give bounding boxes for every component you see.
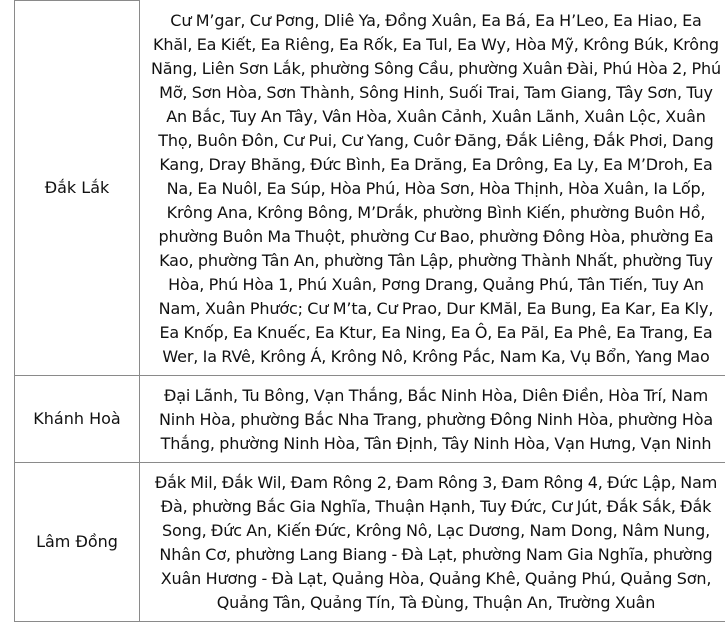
table-row-lam-dong bbox=[15, 462, 725, 621]
document-page bbox=[14, 0, 711, 622]
province-name: Khánh Hoà bbox=[15, 375, 140, 462]
commune-list: Đại Lãnh, Tu Bông, Vạn Thắng, Bắc Ninh Hòa, Diên Điền, Hòa Trí, Nam Ninh Hòa, phường Bắc Nha Trang, phường Đông Ninh Hòa, phường Hòa Thắng, phường Ninh Hòa, Tân Định, Tây Ninh Hòa, Vạn Hưng, Vạn Ninh bbox=[140, 375, 725, 462]
table-row-dak-lak bbox=[15, 1, 725, 376]
commune-list: Đắk Mil, Đắk Wil, Đam Rông 2, Đam Rông 3, Đam Rông 4, Đức Lập, Nam Đà, phường Bắc Gia Nghĩa, Thuận Hạnh, Tuy Đức, Cư Jút, Đắk Sắk, Đắk Song, Đức An, Kiến Đức, Krông Nô, Lạc Dương, Nam Dong, Nâm Nung, Nhân Cơ, phường Lang Biang - Đà Lạt, phường Nam Gia Nghĩa, phường Xuân Hương - Đà Lạt, Quảng Hòa, Quảng Khê, Quảng Phú, Quảng Sơn, Quảng Tân, Quảng Tín, Tà Đùng, Thuận An, Trường Xuân bbox=[140, 462, 725, 621]
commune-list: Cư M’gar, Cư Pơng, Dliê Ya, Đồng Xuân, Ea Bá, Ea H’Leo, Ea Hiao, Ea Khăl, Ea Kiết, Ea Riêng, Ea Rốk, Ea Tul, Ea Wy, Hòa Mỹ, Krông Búk, Krông Năng, Liên Sơn Lắk, phường Sông Cầu, phường Xuân Đài, Phú Hòa 2, Phú Mỡ, Sơn Hòa, Sơn Thành, Sông Hinh, Suối Trai, Tam Giang, Tây Sơn, Tuy An Bắc, Tuy An Tây, Vân Hòa, Xuân Cảnh, Xuân Lãnh, Xuân Lộc, Xuân Thọ, Buôn Đôn, Cư Pui, Cư Yang, Cuôr Đăng, Đắk Liêng, Đắk Phơi, Dang Kang, Dray Bhăng, Đức Bình, Ea Drăng, Ea Drông, Ea Ly, Ea M’Droh, Ea Na, Ea Nuôl, Ea Súp, Hòa Phú, Hòa Sơn, Hòa Thịnh, Hòa Xuân, Ia Lốp, Krông Ana, Krông Bông, M’Drắk, phường Bình Kiến, phường Buôn Hồ, phường Buôn Ma Thuột, phường Cư Bao, phường Đông Hòa, phường Ea Kao, phường Tân An, phường Tân Lập, phường Thành Nhất, phường Tuy Hòa, Phú Hòa 1, Phú Xuân, Pơng Drang, Quảng Phú, Tân Tiến, Tuy An Nam, Xuân Phước; Cư M’ta, Cư Prao, Dur KMăl, Ea Bung, Ea Kar, Ea Kly, Ea Knốp, Ea Knuếc, Ea Ktur, Ea Ning, Ea Ô, Ea Păl, Ea Phê, Ea Trang, Ea Wer, Ia RVê, Krông Á, Krông Nô, Krông Pắc, Nam Ka, Vụ Bổn, Yang Mao bbox=[140, 1, 725, 376]
province-name: Đắk Lắk bbox=[15, 1, 140, 376]
province-name: Lâm Đồng bbox=[15, 462, 140, 621]
table-row-khanh-hoa bbox=[15, 375, 725, 462]
province-commune-table bbox=[14, 0, 725, 622]
